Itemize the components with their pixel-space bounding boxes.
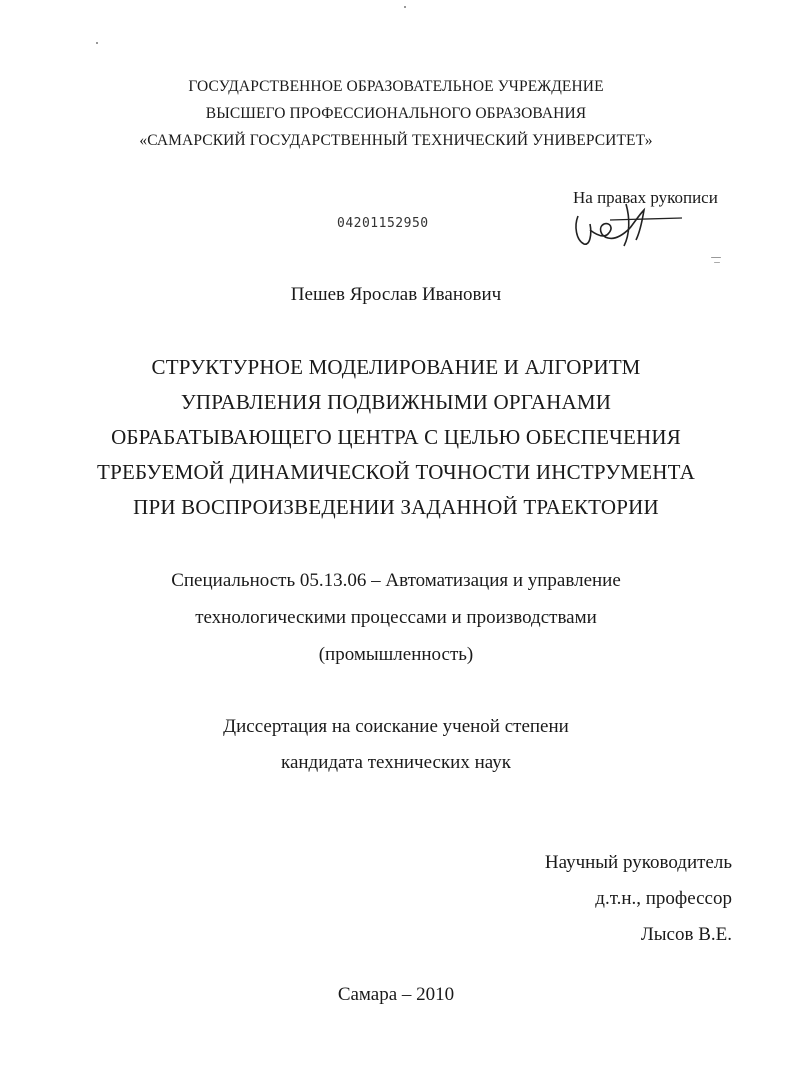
specialty-line-1: Специальность 05.13.06 – Автоматизация и управление <box>171 570 621 591</box>
degree-line-1: Диссертация на соискание ученой степени <box>223 716 569 737</box>
supervisor-role: Научный руководитель <box>544 852 732 873</box>
place-year: Самара – 2010 <box>337 984 455 1005</box>
specialty-line-3: (промышленность) <box>318 644 474 665</box>
institution-line-2: ВЫСШЕГО ПРОФЕССИОНАЛЬНОГО ОБРАЗОВАНИЯ <box>205 105 587 122</box>
supervisor-name: Лысов В.Е. <box>640 924 732 945</box>
title-line: ОБРАБАТЫВАЮЩЕГО ЦЕНТРА С ЦЕЛЬЮ ОБЕСПЕЧЕНИЯ <box>111 425 681 449</box>
institution-line-3: «САМАРСКИЙ ГОСУДАРСТВЕННЫЙ ТЕХНИЧЕСКИЙ УНИВЕРСИТЕТ» <box>139 132 653 149</box>
title-line: ТРЕБУЕМОЙ ДИНАМИЧЕСКОЙ ТОЧНОСТИ ИНСТРУМЕНТА <box>97 460 695 484</box>
title-line: УПРАВЛЕНИЯ ПОДВИЖНЫМИ ОРГАНАМИ <box>180 390 612 414</box>
institution-line-1: ГОСУДАРСТВЕННОЕ ОБРАЗОВАТЕЛЬНОЕ УЧРЕЖДЕНИЕ <box>188 78 604 95</box>
title-line: СТРУКТУРНОЕ МОДЕЛИРОВАНИЕ И АЛГОРИТМ <box>151 355 641 379</box>
supervisor-credentials: д.т.н., профессор <box>595 888 732 909</box>
title-line: ПРИ ВОСПРОИЗВЕДЕНИИ ЗАДАННОЙ ТРАЕКТОРИИ <box>133 495 659 519</box>
handwritten-signature <box>570 194 685 254</box>
scan-speck <box>714 262 720 263</box>
scan-speck <box>404 6 406 8</box>
specialty-line-2: технологическими процессами и производствами <box>195 607 597 628</box>
scan-speck <box>96 42 98 44</box>
degree-line-2: кандидата технических наук <box>281 752 511 773</box>
manuscript-note: На правах рукописи <box>573 188 718 207</box>
author-name: Пешев Ярослав Иванович <box>290 284 502 305</box>
registration-number: 04201152950 <box>337 216 429 231</box>
scan-speck <box>711 257 721 258</box>
